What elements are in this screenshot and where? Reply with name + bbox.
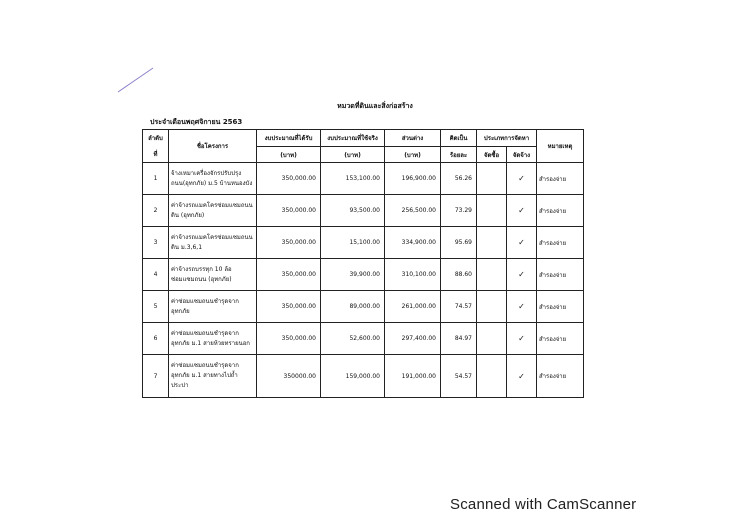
cell-purchase [477,323,507,355]
checkmark-icon: ✓ [507,195,537,227]
header-budget-used: งบประมาณที่ใช้จริง [321,130,385,147]
cell-project: ค่าจ้างรถบรรทุก 10 ล้อ ซ่อมแซมถนน (อุทกภัย) [169,259,257,291]
cell-received: 350000.00 [257,355,321,398]
cell-no: 3 [143,227,169,259]
header-hire: จัดจ้าง [507,147,537,163]
checkmark-icon: ✓ [507,355,537,398]
table-row [143,259,584,291]
cell-used: 93,500.00 [321,195,385,227]
cell-difference: 261,000.00 [385,291,441,323]
cell-received: 350,000.00 [257,259,321,291]
cell-no: 7 [143,355,169,398]
cell-no: 2 [143,195,169,227]
cell-received: 350,000.00 [257,163,321,195]
cell-percent: 84.97 [441,323,477,355]
cell-percent: 54.57 [441,355,477,398]
cell-remark: สำรองจ่าย [537,355,584,398]
cell-used: 15,100.00 [321,227,385,259]
cell-project: ค่าจ้างรถแมคโครซ่อมแซมถนน ดิน ม.3,6,1 [169,227,257,259]
document-period: ประจำเดือนพฤศจิกายน 2563 [150,118,243,126]
cell-project: ค่าซ่อมแซมถนนชำรุดจาก อุทกภัย ม.1 สายทางไปถ้ำ ประปา [169,355,257,398]
document-title: หมวดที่ดินและสิ่งก่อสร้าง [337,102,413,110]
checkmark-icon: ✓ [507,259,537,291]
cell-remark: สำรองจ่าย [537,227,584,259]
cell-received: 350,000.00 [257,323,321,355]
cell-remark: สำรองจ่าย [537,323,584,355]
cell-difference: 256,500.00 [385,195,441,227]
table-row [143,163,584,195]
header-unit-received: (บาท) [257,147,321,163]
camscanner-watermark: Scanned with CamScanner [450,496,637,513]
cell-remark: สำรองจ่าย [537,163,584,195]
cell-difference: 310,100.00 [385,259,441,291]
cell-received: 350,000.00 [257,195,321,227]
cell-purchase [477,163,507,195]
cell-purchase [477,195,507,227]
header-percent-2: ร้อยละ [441,147,477,163]
cell-percent: 74.57 [441,291,477,323]
cell-project: จ้างเหมาเครื่องจักรปรับปรุง ถนน(อุทกภัย) ม.5 บ้านหนองบัง [169,163,257,195]
table-row [143,227,584,259]
checkmark-icon: ✓ [507,291,537,323]
header-difference: ส่วนต่าง [385,130,441,147]
header-no: ลำดับ ที่ [143,130,169,163]
header-unit-used: (บาท) [321,147,385,163]
header-purchase: จัดซื้อ [477,147,507,163]
cell-percent: 56.26 [441,163,477,195]
header-percent-1: คิดเป็น [441,130,477,147]
table-header-row [143,130,584,147]
cell-difference: 297,400.00 [385,323,441,355]
cell-used: 159,000.00 [321,355,385,398]
cell-purchase [477,291,507,323]
cell-remark: สำรองจ่าย [537,259,584,291]
table-row [143,195,584,227]
cell-percent: 73.29 [441,195,477,227]
table-row [143,355,584,398]
checkmark-icon: ✓ [507,163,537,195]
budget-table [142,129,584,398]
cell-used: 39,900.00 [321,259,385,291]
cell-used: 89,000.00 [321,291,385,323]
cell-remark: สำรองจ่าย [537,291,584,323]
cell-received: 350,000.00 [257,291,321,323]
cell-project: ค่าซ่อมแซมถนนชำรุดจาก อุทกภัย [169,291,257,323]
cell-received: 350,000.00 [257,227,321,259]
cell-difference: 196,900.00 [385,163,441,195]
table-row [143,291,584,323]
header-unit-difference: (บาท) [385,147,441,163]
cell-difference: 191,000.00 [385,355,441,398]
cell-no: 5 [143,291,169,323]
table-row [143,323,584,355]
header-budget-received: งบประมาณที่ได้รับ [257,130,321,147]
cell-remark: สำรองจ่าย [537,195,584,227]
cell-purchase [477,227,507,259]
cell-project: ค่าจ้างรถแมคโครซ่อมแซมถนน ดิน (อุทกภัย) [169,195,257,227]
cell-no: 1 [143,163,169,195]
cell-project: ค่าซ่อมแซมถนนชำรุดจาก อุทกภัย ม.1 สายห้วยทรายนอก [169,323,257,355]
header-project: ชื่อโครงการ [169,130,257,163]
cell-purchase [477,259,507,291]
cell-purchase [477,355,507,398]
checkmark-icon: ✓ [507,323,537,355]
header-remarks: หมายเหตุ [537,130,584,163]
cell-no: 6 [143,323,169,355]
header-procurement: ประเภทการจัดหา [477,130,537,147]
checkmark-icon: ✓ [507,227,537,259]
cell-used: 153,100.00 [321,163,385,195]
cell-percent: 88.60 [441,259,477,291]
cell-no: 4 [143,259,169,291]
cell-difference: 334,900.00 [385,227,441,259]
cell-used: 52,600.00 [321,323,385,355]
cell-percent: 95.69 [441,227,477,259]
